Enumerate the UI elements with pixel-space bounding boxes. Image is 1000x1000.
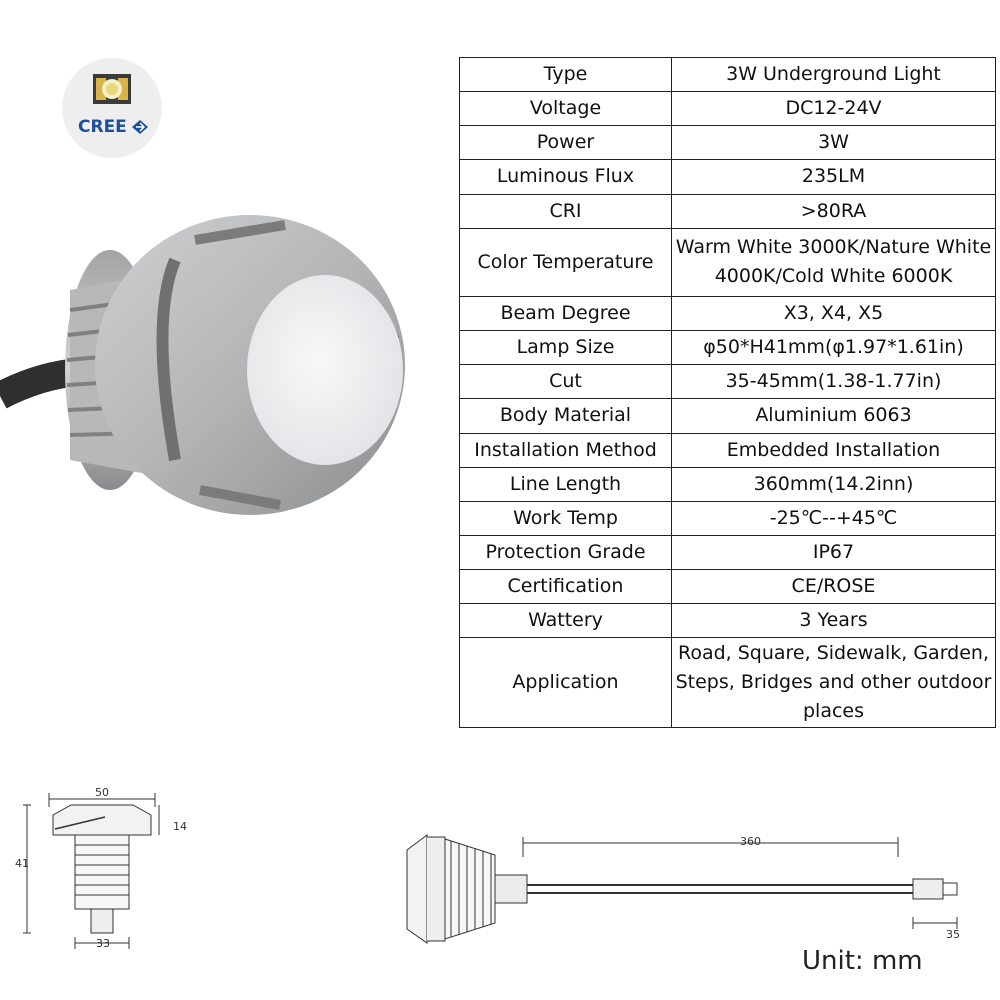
spec-value: 3W (672, 126, 996, 160)
spec-label: Type (460, 58, 672, 92)
table-row (460, 194, 996, 228)
spec-label: Body Material (460, 399, 672, 433)
table-row (460, 570, 996, 604)
spec-label: Application (460, 638, 672, 728)
spec-value: -25℃--+45℃ (672, 501, 996, 535)
dimension-connector-length: 35 (946, 928, 960, 941)
table-row (460, 433, 996, 467)
spec-value: DC12-24V (672, 92, 996, 126)
spec-value: Aluminium 6063 (672, 399, 996, 433)
lens (247, 275, 403, 465)
dimension-total-height: 41 (15, 857, 29, 870)
table-row (460, 228, 996, 296)
spec-value: X3, X4, X5 (672, 297, 996, 331)
cree-logo (60, 56, 164, 160)
dimension-cable-length: 360 (740, 835, 761, 848)
spec-value: CE/ROSE (672, 570, 996, 604)
spec-value: 235LM (672, 160, 996, 194)
table-row (460, 58, 996, 92)
table-row (460, 399, 996, 433)
table-row (460, 535, 996, 569)
table-row (460, 160, 996, 194)
spec-value: Warm White 3000K/Nature White 4000K/Cold White 6000K (672, 228, 996, 296)
spec-value: 35-45mm(1.38-1.77in) (672, 365, 996, 399)
table-row (460, 604, 996, 638)
table-row (460, 126, 996, 160)
unit-label: Unit: mm (802, 946, 923, 976)
spec-value: 3 Years (672, 604, 996, 638)
spec-label: Beam Degree (460, 297, 672, 331)
spec-label: Voltage (460, 92, 672, 126)
spec-label: Installation Method (460, 433, 672, 467)
dimension-top-height: 14 (173, 820, 187, 833)
spec-label: Power (460, 126, 672, 160)
table-row (460, 365, 996, 399)
spec-label: Luminous Flux (460, 160, 672, 194)
spec-label: Work Temp (460, 501, 672, 535)
spec-label: Lamp Size (460, 331, 672, 365)
spec-value: 360mm(14.2inn) (672, 467, 996, 501)
spec-label: Wattery (460, 604, 672, 638)
dimension-bottom-width: 33 (96, 937, 110, 950)
spec-value: Road, Square, Sidewalk, Garden, Steps, Bridges and other outdoor places (672, 638, 996, 728)
spec-label: Line Length (460, 467, 672, 501)
spec-label: Protection Grade (460, 535, 672, 569)
table-row (460, 638, 996, 728)
spec-label: Certification (460, 570, 672, 604)
spec-value: Embedded Installation (672, 433, 996, 467)
spec-value: φ50*H41mm(φ1.97*1.61in) (672, 331, 996, 365)
table-row (460, 297, 996, 331)
spec-label: Cut (460, 365, 672, 399)
side-dimension-drawing (395, 825, 995, 950)
spec-value: IP67 (672, 535, 996, 569)
table-row (460, 501, 996, 535)
table-row (460, 467, 996, 501)
spec-label: Color Temperature (460, 228, 672, 296)
spec-value: 3W Underground Light (672, 58, 996, 92)
spec-value: >80RA (672, 194, 996, 228)
table-row (460, 331, 996, 365)
table-row (460, 92, 996, 126)
dimension-width: 50 (95, 786, 109, 799)
product-photo (0, 200, 430, 600)
spec-table (459, 57, 996, 728)
spec-label: CRI (460, 194, 672, 228)
front-dimension-drawing (15, 785, 205, 960)
cree-logo-text: CREE (78, 117, 127, 137)
